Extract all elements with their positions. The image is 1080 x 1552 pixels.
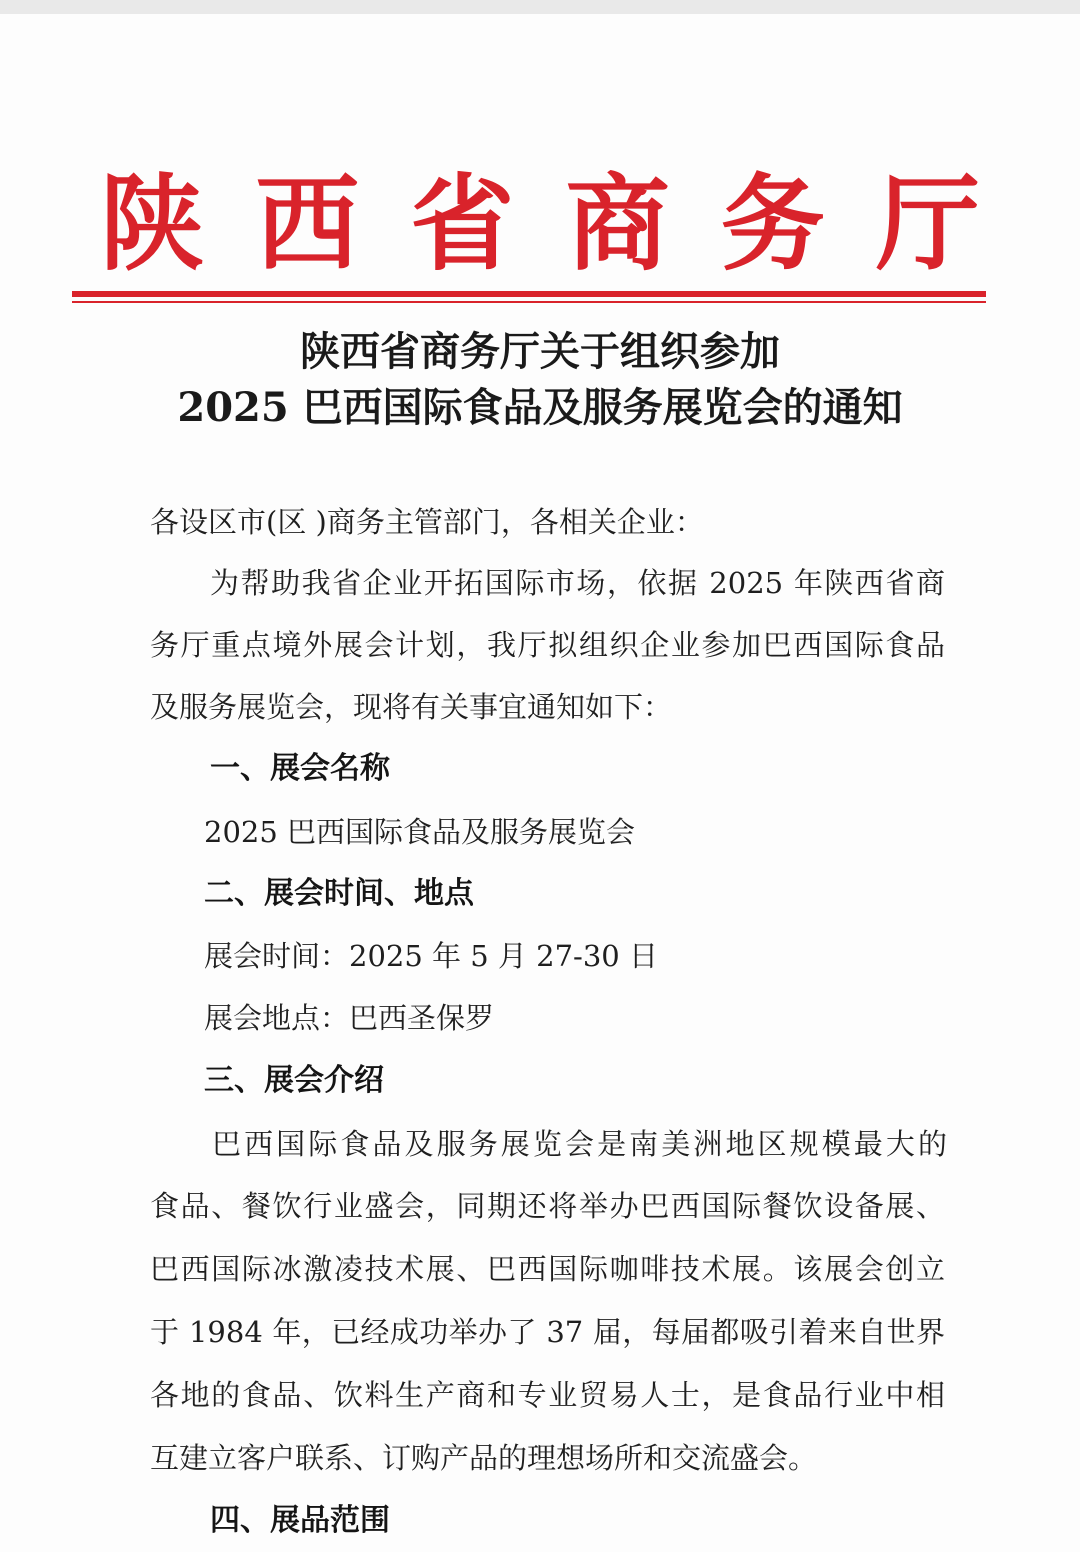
section3-line-6: 互建立客户联系、订购产品的理想场所和交流盛会。: [150, 1441, 818, 1475]
intro-line-2: 务厅重点境外展会计划，我厅拟组织企业参加巴西国际食品: [150, 628, 945, 662]
letterhead-char: 厅: [875, 162, 980, 285]
intro-line-1: 为帮助我省企业开拓国际市场，依据 2025 年陕西省商: [210, 566, 945, 600]
letterhead-char: 陕: [100, 162, 205, 285]
section2-time: 展会时间：2025 年 5 月 27-30 日: [204, 939, 658, 973]
notice-title-line1: 陕西省商务厅关于组织参加: [300, 328, 780, 375]
letterhead-char: 务: [720, 162, 825, 285]
notice-title-line2: 2025 巴西国际食品及服务展览会的通知: [177, 384, 903, 431]
section3-line-1: 巴西国际食品及服务展览会是南美洲地区规模最大的: [212, 1127, 947, 1161]
letterhead-char: 商: [565, 162, 670, 285]
section3-line-5: 各地的食品、饮料生产商和专业贸易人士，是食品行业中相: [150, 1378, 945, 1412]
salutation: 各设区市(区 )商务主管部门，各相关企业：: [150, 505, 704, 539]
section4-heading: 四、展品范围: [210, 1503, 390, 1538]
section1-heading: 一、展会名称: [210, 751, 390, 786]
letterhead-title: [100, 164, 980, 284]
section3-line-2: 食品、餐饮行业盛会，同期还将举办巴西国际餐饮设备展、: [150, 1189, 945, 1223]
section3-line-3: 巴西国际冰激凌技术展、巴西国际咖啡技术展。该展会创立: [150, 1252, 945, 1286]
document-page: [0, 14, 1080, 1552]
letterhead-rule-thin: [72, 301, 986, 303]
intro-line-3: 及服务展览会，现将有关事宜通知如下：: [150, 690, 673, 724]
letterhead-rule-thick: [72, 291, 986, 297]
section2-heading: 二、展会时间、地点: [204, 876, 474, 911]
section2-place: 展会地点：巴西圣保罗: [204, 1001, 495, 1035]
letterhead-char: 省: [410, 162, 515, 285]
letterhead-char: 西: [255, 162, 360, 285]
section3-heading: 三、展会介绍: [204, 1063, 384, 1098]
section1-content: 2025 巴西国际食品及服务展览会: [204, 815, 636, 849]
section3-line-4: 于 1984 年，已经成功举办了 37 届，每届都吸引着来自世界: [150, 1315, 945, 1349]
